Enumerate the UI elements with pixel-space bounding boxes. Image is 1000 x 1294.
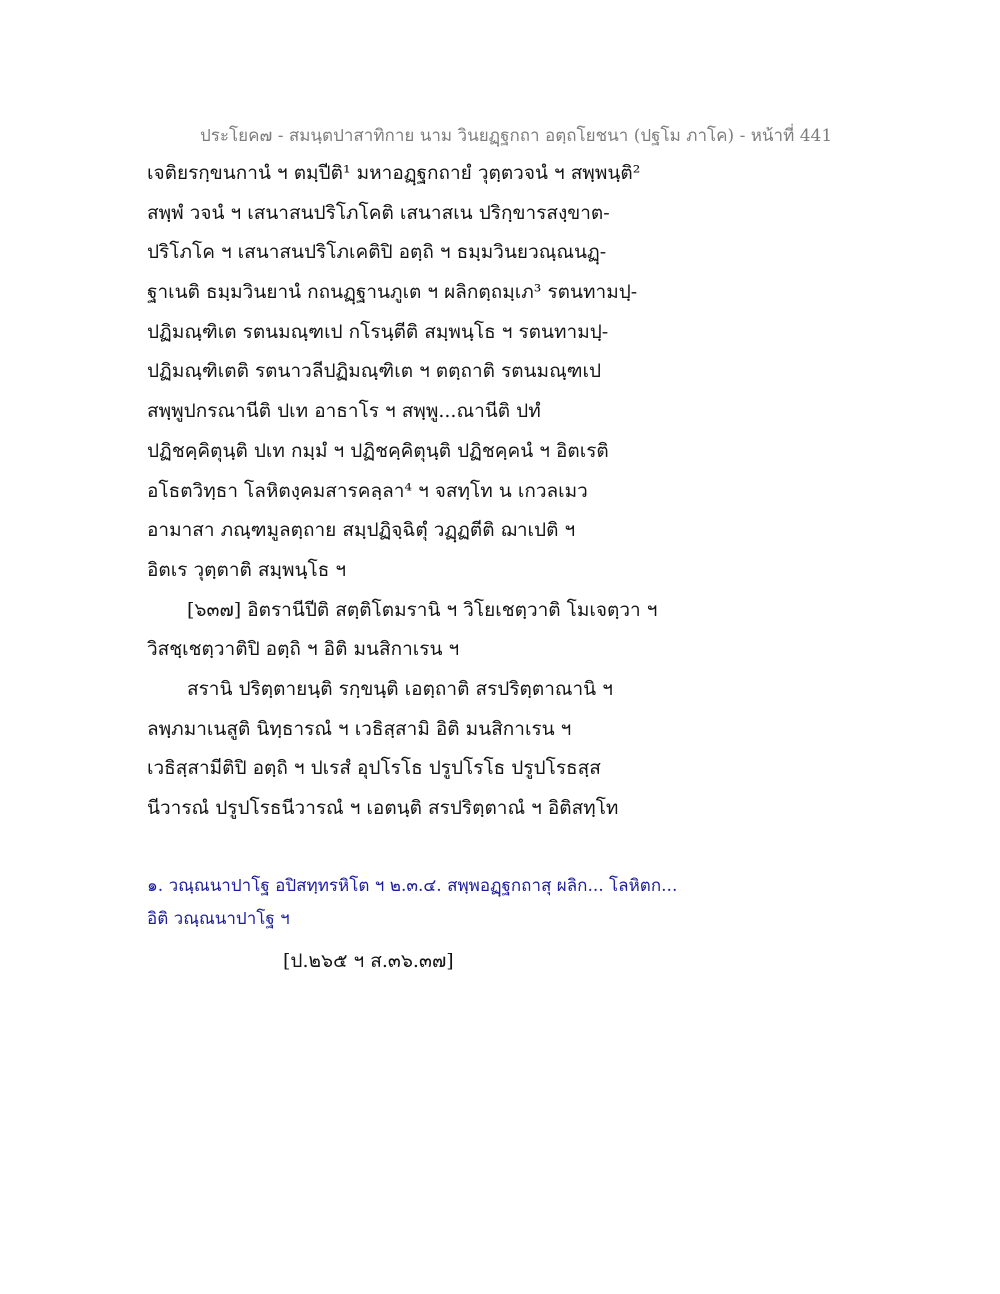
body-text (147, 158, 907, 833)
text-line: อามาสา ภณฺฑมูลตฺถาย สมฺปฏิจฺฉิตุํ วฏฺฏตีติ ฌาเปติ ฯ (147, 519, 576, 542)
footnotes (147, 872, 907, 938)
text-line: เวธิสฺสามีติปิ อตฺถิ ฯ ปเรสํ อุปโรโธ ปรูปโรโธ ปรูปโรธสฺส (147, 757, 601, 780)
text-line: นีวารณํ ปรูปโรธนีวารณํ ฯ เอตนฺติ สรปริตฺตาณํ ฯ อิติสทฺโท (147, 797, 619, 819)
paragraph-start-line: สรานิ ปริตฺตายนฺติ รกฺขนฺติ เอตฺถาติ สรปริตฺตาณานิ ฯ (187, 677, 613, 700)
text-line: อโธตวิทฺธา โลหิตงฺคมสารคลฺลา⁴ ฯ จสทฺโท น เกวลเมว (147, 479, 588, 502)
footnote-line: ๑. วณฺณนาปาโฐ อปิสทฺทรหิโต ฯ ๒.๓.๔. สพฺพอฏฺฐกถาสุ ผลิก... โลหิตก... (147, 876, 678, 896)
text-line: อิตเร วุตฺตาติ สมฺพนฺโธ ฯ (147, 558, 347, 581)
text-line: ปฏิมณฺฑิเตติ รตนาวลีปฏิมณฺฑิเต ฯ ตตฺถาติ รตนมณฺฑเป (147, 360, 602, 383)
text-line: วิสชฺเชตฺวาติปิ อตฺถิ ฯ อิติ มนสิกาเรน ฯ (147, 638, 460, 661)
text-line: สพฺพูปกรณานีติ ปเท อาธาโร ฯ สพฺพู...ณานีติ ปทํ (147, 400, 541, 423)
running-head: ประโยค๗ - สมนฺตปาสาทิกาย นาม วินยฏฺฐกถา อตฺถโยชนา (ปฐโม ภาโค) - หน้าที่ 441 (200, 126, 833, 146)
text-line: ปฏิมณฺฑิเต รตนมณฺฑเป กโรนฺตีติ สมฺพนฺโธ ฯ รตนทามปฺ- (147, 320, 609, 343)
page-reference: [ป.๒๖๕ ฯ ส.๓๖.๓๗] (283, 950, 454, 972)
footnote-line: อิติ วณฺณนาปาโฐ ฯ (147, 909, 290, 929)
text-line: สพฺพํ วจนํ ฯ เสนาสนปริโภโคติ เสนาสเน ปริกฺขารสงฺขาต- (147, 201, 610, 224)
text-line: ปริโภโค ฯ เสนาสนปริโภเคติปิ อตฺถิ ฯ ธมฺมวินยวณฺณนฏฺ- (147, 241, 607, 264)
text-line: ลพฺภมาเนสูติ นิทฺธารณํ ฯ เวธิสฺสามิ อิติ มนสิกาเรน ฯ (147, 717, 572, 740)
text-line: ปฏิชคฺคิตุนฺติ ปเท กมฺมํ ฯ ปฏิชคฺคิตุนฺติ ปฏิชคฺคนํ ฯ อิตเรติ (147, 439, 609, 462)
paragraph-start-line: [๖๓๗] อิตรานีปีติ สตฺติโตมรานิ ฯ วิโยเชตฺวาติ โมเจตฺวา ฯ (187, 598, 658, 621)
text-line: เจติยรกฺขนกานํ ฯ ตมฺปีติ¹ มหาอฏฺฐกถายํ วุตฺตวจนํ ฯ สพฺพนฺติ² (147, 162, 641, 184)
text-line: ฐาเนติ ธมฺมวินยานํ กถนฏฺฐานภูเต ฯ ผลิกตฺถมฺเภ³ รตนทามปฺ- (147, 281, 638, 304)
